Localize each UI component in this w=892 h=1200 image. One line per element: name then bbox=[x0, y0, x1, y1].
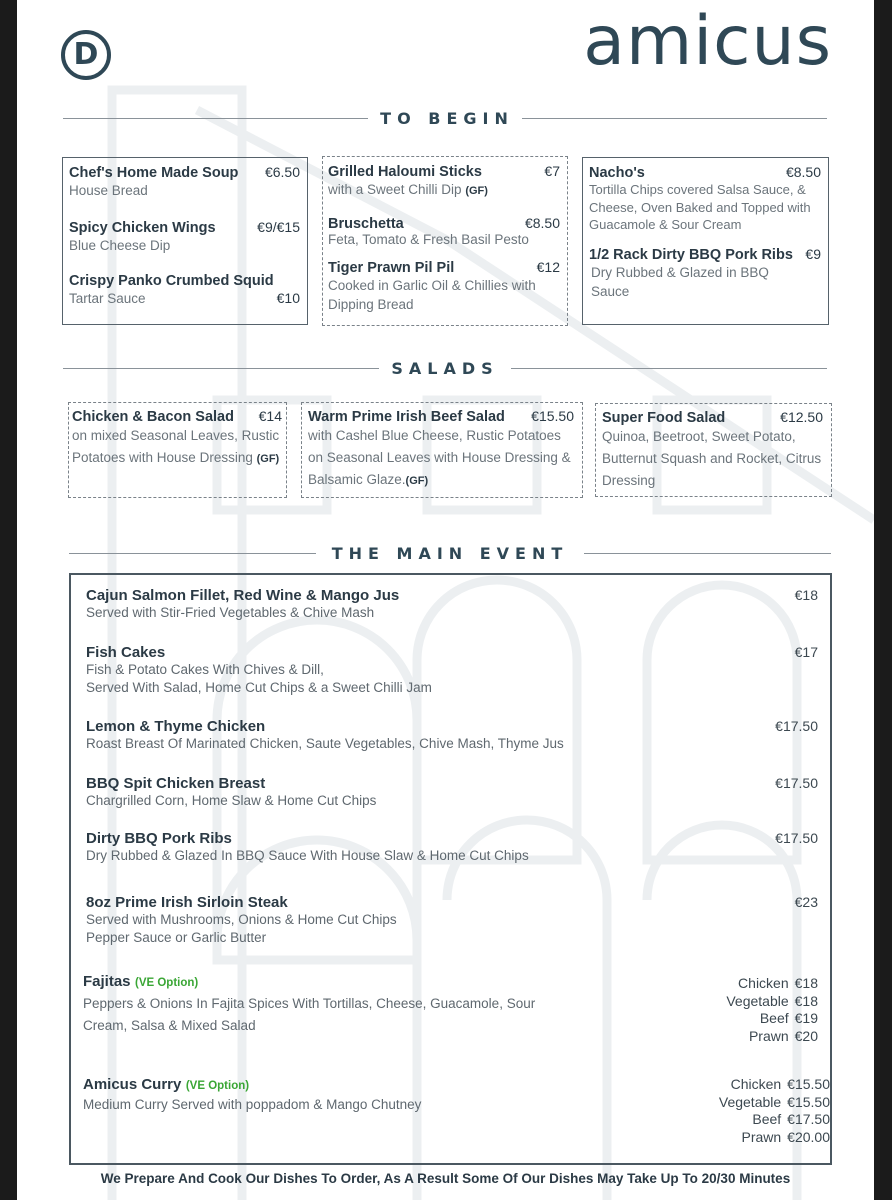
item-price: €9 bbox=[805, 245, 821, 262]
item-name: Chicken & Bacon Salad bbox=[72, 409, 234, 425]
item-price: €17.50 bbox=[775, 718, 818, 734]
menu-item bbox=[69, 219, 300, 255]
item-name: Tiger Prawn Pil Pil bbox=[328, 260, 455, 276]
divider bbox=[522, 118, 827, 119]
variant-price: €15.50 bbox=[787, 1076, 830, 1092]
variant-price: €17.50 bbox=[787, 1111, 830, 1127]
menu-item bbox=[69, 273, 300, 308]
price-variants bbox=[719, 1076, 830, 1146]
item-desc: Peppers & Onions In Fajita Spices With Tortillas, Cheese, Guacamole, Sour bbox=[83, 996, 536, 1011]
divider bbox=[69, 553, 316, 554]
menu-item bbox=[589, 246, 821, 301]
variant-price: €19 bbox=[794, 1010, 818, 1026]
logo-letter: D bbox=[73, 36, 99, 72]
section-header-salads bbox=[63, 358, 827, 378]
variant-price: €18 bbox=[794, 975, 818, 991]
menu-item bbox=[86, 830, 818, 865]
variant-label: Chicken bbox=[738, 975, 789, 991]
item-desc: with Cashel Blue Cheese, Rustic Potatoes on Seasonal Leaves with House Dressing & Balsamic Glaze. bbox=[308, 428, 571, 487]
menu-item bbox=[328, 163, 560, 201]
item-name: 8oz Prime Irish Sirloin Steak bbox=[86, 894, 288, 911]
item-desc: Cooked in Garlic Oil & Chillies with Dipping Bread bbox=[328, 278, 536, 312]
starters-box-1 bbox=[62, 157, 308, 325]
main-event-box bbox=[69, 573, 832, 1165]
section-header-to-begin bbox=[63, 108, 827, 128]
item-price: €14 bbox=[258, 408, 282, 424]
variant-price: €15.50 bbox=[787, 1093, 830, 1110]
item-price: €17.50 bbox=[775, 830, 818, 846]
menu-page bbox=[17, 0, 874, 1200]
item-name: Dirty BBQ Pork Ribs bbox=[86, 830, 232, 847]
divider bbox=[63, 368, 379, 369]
variant-label: Prawn bbox=[748, 1027, 789, 1044]
item-desc: Fish & Potato Cakes With Chives & Dill, bbox=[86, 662, 324, 677]
item-desc: Pepper Sauce or Garlic Butter bbox=[86, 930, 267, 945]
item-name: Cajun Salmon Fillet, Red Wine & Mango Jus bbox=[86, 587, 400, 604]
item-desc: Quinoa, Beetroot, Sweet Potato, Butternut Squash and Rocket, Citrus Dressing bbox=[602, 429, 822, 488]
salad-box-3 bbox=[595, 403, 832, 497]
starters-box-2 bbox=[322, 156, 568, 326]
item-price: €12 bbox=[536, 259, 560, 275]
ve-option-tag: (VE Option) bbox=[185, 1080, 250, 1092]
variant-label: Vegetable bbox=[726, 992, 789, 1009]
variant-label: Chicken bbox=[730, 1076, 782, 1092]
item-desc: Served with Stir-Fried Vegetables & Chive Mash bbox=[86, 605, 375, 620]
variant-label: Prawn bbox=[741, 1128, 782, 1145]
menu-item bbox=[86, 587, 818, 622]
starters-box-3 bbox=[582, 157, 829, 325]
item-desc: House Bread bbox=[69, 183, 148, 198]
item-desc: Blue Cheese Dip bbox=[69, 238, 171, 253]
menu-item bbox=[83, 1076, 830, 1145]
item-price: €9/€15 bbox=[257, 219, 300, 235]
section-header-main-event bbox=[69, 543, 831, 563]
section-title: SALADS bbox=[391, 358, 499, 378]
divider bbox=[511, 368, 827, 369]
footer-note: We Prepare And Cook Our Dishes To Order, As A Result Some Of Our Dishes May Take Up To 20/30 Minutes bbox=[100, 1171, 791, 1186]
item-price: €17 bbox=[794, 644, 818, 660]
item-desc: Dry Rubbed & Glazed in BBQ Sauce bbox=[591, 264, 769, 299]
variant-price: €18 bbox=[794, 992, 818, 1009]
item-price: €15.50 bbox=[531, 408, 574, 424]
item-price: €10 bbox=[276, 290, 300, 306]
item-name: Bruschetta bbox=[328, 216, 404, 232]
menu-item bbox=[328, 215, 560, 247]
item-name: Spicy Chicken Wings bbox=[69, 220, 216, 236]
gf-tag: (GF) bbox=[405, 475, 429, 487]
item-name: Lemon & Thyme Chicken bbox=[86, 718, 266, 735]
item-price: €18 bbox=[794, 587, 818, 603]
salad-box-2 bbox=[301, 402, 583, 498]
item-name: Crispy Panko Crumbed Squid bbox=[69, 273, 274, 289]
item-desc: Tortilla Chips covered Salsa Sauce, & Cheese, Oven Baked and Topped with Guacamole & Sour Cream bbox=[589, 182, 811, 232]
variant-label: Beef bbox=[759, 1010, 789, 1026]
item-desc: Dry Rubbed & Glazed In BBQ Sauce With House Slaw & Home Cut Chips bbox=[86, 848, 529, 863]
item-name: Fish Cakes bbox=[86, 644, 166, 661]
menu-item bbox=[328, 259, 560, 314]
item-name: Warm Prime Irish Beef Salad bbox=[308, 409, 505, 425]
item-desc: on mixed Seasonal Leaves, Rustic Potatoes with House Dressing bbox=[72, 428, 280, 465]
item-name: Super Food Salad bbox=[602, 410, 726, 426]
item-price: €17.50 bbox=[775, 775, 818, 791]
item-name: BBQ Spit Chicken Breast bbox=[86, 775, 266, 792]
gf-tag: (GF) bbox=[465, 185, 488, 197]
menu-item bbox=[69, 164, 300, 200]
item-desc: Medium Curry Served with poppadom & Mango Chutney bbox=[83, 1097, 422, 1112]
section-title: THE MAIN EVENT bbox=[331, 543, 569, 563]
item-name: Fajitas bbox=[83, 973, 131, 990]
item-desc: Cream, Salsa & Mixed Salad bbox=[83, 1018, 256, 1033]
item-name: Amicus Curry bbox=[83, 1076, 182, 1093]
item-desc: Served with Mushrooms, Onions & Home Cut Chips bbox=[86, 912, 397, 927]
gf-tag: (GF) bbox=[256, 453, 280, 465]
section-title: TO BEGIN bbox=[380, 108, 514, 128]
item-desc: Chargrilled Corn, Home Slaw & Home Cut Chips bbox=[86, 793, 377, 808]
item-price: €7 bbox=[544, 163, 560, 179]
item-price: €8.50 bbox=[524, 215, 560, 231]
item-desc: Feta, Tomato & Fresh Basil Pesto bbox=[328, 232, 529, 247]
price-variants bbox=[726, 975, 818, 1045]
ve-option-tag: (VE Option) bbox=[134, 977, 199, 989]
variant-price: €20.00 bbox=[787, 1128, 830, 1145]
menu-item bbox=[86, 775, 818, 810]
item-desc: with a Sweet Chilli Dip bbox=[328, 182, 462, 197]
item-desc: Tartar Sauce bbox=[69, 291, 146, 306]
menu-item bbox=[83, 973, 818, 1044]
item-desc: Served With Salad, Home Cut Chips & a Sweet Chilli Jam bbox=[86, 680, 432, 695]
item-price: €6.50 bbox=[264, 164, 300, 180]
menu-item bbox=[589, 164, 821, 234]
item-name: Nacho's bbox=[589, 165, 645, 181]
menu-item bbox=[86, 894, 818, 947]
logo bbox=[61, 30, 111, 80]
item-price: €23 bbox=[794, 894, 818, 910]
variant-label: Vegetable bbox=[718, 1093, 782, 1110]
item-name: 1/2 Rack Dirty BBQ Pork Ribs bbox=[589, 246, 793, 263]
menu-item bbox=[86, 644, 818, 697]
item-name: Chef's Home Made Soup bbox=[69, 165, 239, 181]
item-price: €12.50 bbox=[780, 409, 823, 425]
variant-label: Beef bbox=[752, 1111, 782, 1127]
divider bbox=[584, 553, 831, 554]
item-price: €8.50 bbox=[785, 164, 821, 180]
salad-box-1 bbox=[68, 402, 287, 498]
variant-price: €20 bbox=[794, 1027, 818, 1044]
brand-name: amicus bbox=[583, 2, 832, 81]
menu-item bbox=[86, 718, 818, 753]
item-desc: Roast Breast Of Marinated Chicken, Saute Vegetables, Chive Mash, Thyme Jus bbox=[86, 736, 564, 751]
divider bbox=[63, 118, 368, 119]
item-name: Grilled Haloumi Sticks bbox=[328, 164, 482, 180]
